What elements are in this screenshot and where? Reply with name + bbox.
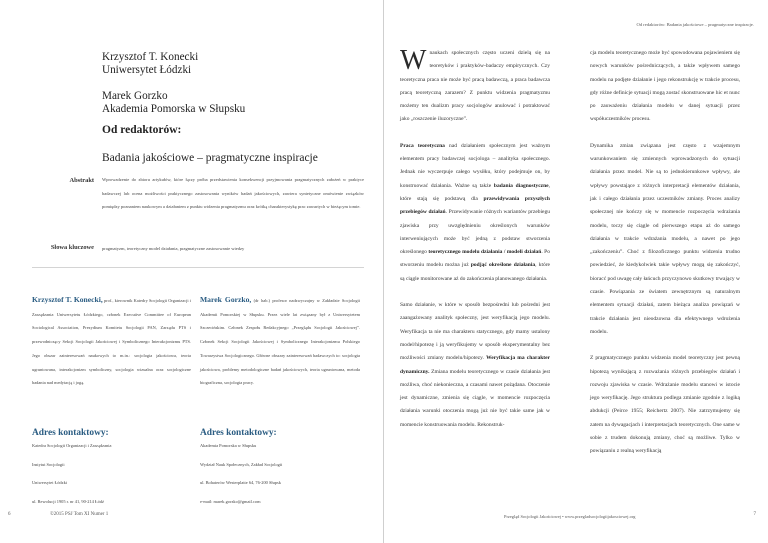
author-1 bbox=[102, 51, 198, 77]
contact-line: ul. Rewolucji 1905 r. nr 41, 90-214 Łódź bbox=[32, 498, 104, 504]
bio-konecki bbox=[32, 293, 191, 390]
contact-list-right bbox=[200, 437, 365, 511]
running-header: Od redaktorów: Badania jakościowe – pragmatyczne inspiracje. bbox=[636, 22, 754, 27]
page-number-right: 7 bbox=[753, 512, 756, 517]
journal-footer: Przegląd Socjologii Jakościowej • www.przegladsocjologiijakosciowej.org bbox=[504, 514, 636, 519]
drop-cap: W bbox=[400, 45, 427, 76]
paragraph-text: , które są ciągle monitorowane aż do zakończenia planowanego działania. bbox=[400, 262, 550, 282]
emphasis: badania diagnostyczne bbox=[493, 182, 549, 189]
abstract-label: Abstrakt bbox=[69, 177, 94, 184]
paragraph: cja modelu teoretycznego może być spowodowana pojawieniem się nowych warunków pośredniczących, a także wpływem samego modelu na podjęte działanie i jego rekonstrukcję w trakcie procesu, gdy różne definicje sytuacji mogą zostać skonstruowane hic et nunc po zauważeniu działania modelu w danej sytuacji przez współuczestników procesu. bbox=[590, 50, 740, 123]
contact-line: Akademia Pomorska w Słupsku bbox=[200, 443, 257, 448]
author-1-affiliation: Uniwersytet Łódzki bbox=[102, 64, 192, 76]
bio-gorzko bbox=[200, 293, 360, 390]
contact-line: Uniwersytet Łódzki bbox=[32, 480, 67, 485]
contact-heading-left: Adres kontaktowy: bbox=[32, 428, 109, 438]
contact-list-left bbox=[32, 437, 192, 511]
author-2-affiliation: Akademia Pomorska w Słupsku bbox=[102, 103, 246, 115]
divider bbox=[32, 267, 364, 268]
bio-konecki-name: Krzysztof T. Konecki, bbox=[32, 295, 103, 304]
contact-line: e-mail: marek.gorzko@gmail.com bbox=[200, 498, 261, 504]
author-1-name: Krzysztof T. Konecki bbox=[102, 51, 199, 63]
contact-line: Wydział Nauk Społecznych, Zakład Socjologii bbox=[200, 461, 283, 467]
paragraph-text: Samo działanie, w które w sposób bezpośredni lub pośredni jest zaangażowany analityk społeczny, jest weryfikacją jego modelu. Weryfikacja ta nie ma charakteru statycznego, gdy mamy ustalony model/hipotezę i ją weryfikujemy w sposób eksperymentalny bez możliwości zmiany modelu/hipotezy. bbox=[400, 302, 550, 362]
bio-konecki-text: prof., kierownik Katedry Socjologii Organizacji i Zarządzania Uniwersytetu Łódzkiego, członek Executive Committee of European Sociological Association, Prezydium Komitetu Socjologii PAN, Zarządu PTS i przewodniczący Sekcji Socjologii Jakościowej i Symbolicznego Interakcjonizmu PTS. Jego obszar zainteresowań naukowych to m.in.: socjologia jakościowa, teoria ugruntowana, interakcjonizm symboliczny, socjologia wizualna oraz socjologiczne badania nad medytacją i jogą. bbox=[32, 298, 191, 386]
emphasis: Weryfikacja ma charakter dynamiczny. bbox=[400, 355, 550, 375]
text-column-1 bbox=[400, 47, 550, 432]
paragraph-text: naukach społecznych często uczeni dzielą się na teoretyków i praktyków-badaczy empirycznych. Czy teoretyczna praca nie może być pracą badawczą, a praca badawcza pracą teoretyczną zarazem? Z punktu widzenia pragmatyzmu możemy ten dualizm pracy socjologów anulować i potraktować jako „roszczenie iluzoryczne”. bbox=[400, 50, 550, 123]
emphasis: teoretycznego modelu działania / modeli działań bbox=[428, 249, 542, 256]
abstract-text: Wprowadzenie do zbioru artykułów, które łączy próba przedstawienia konsekwencji przyjmowania pragmatycznych założeń w praktyce badawczej lub ocena możliwości praktycznego zastosowania wyników badań jakościowych, zawiera syntetyczne omówienie związków pomiędzy poznaniem naukowym a działaniem z punktu widzenia pragmatyzmu oraz krótką charakterystykę prac zawartych w bieżącym tomie. bbox=[102, 177, 364, 209]
contact-heading-right: Adres kontaktowy: bbox=[200, 428, 277, 438]
paragraph-text: . Po stworzeniu modelu można już bbox=[400, 249, 550, 269]
bio-gorzko-name: Marek Gorzko, bbox=[200, 295, 252, 304]
paragraph: Z pragmatycznego punktu widzenia model teoretyczny jest pewną hipotezą wynikającą z rozważania różnych przebiegów działań i rozwoju zjawiska w czasie. Wdrażanie modelu stanowi w istocie jego weryfikację. Jego struktura podlega zmianie zgodnie z logiką abdukcji (Peirce 1955; Reichertz 2007). Nie zatrzymujemy się zatem na dywagacjach i interpretacjach teoretycznych. One same w sobie z trudem dokonują zmiany, choć są możliwe. Tylko w powiązaniu z realną weryfikacją bbox=[590, 355, 740, 455]
copyright: ©2015 PSJ Tom XI Numer 1 bbox=[50, 512, 109, 517]
paragraph-text: nad działaniem społecznym jest ważnym elementem pracy badawczej socjologa – analityka społecznego. Jednak nie wyczerpuje całego wysiłku, który podejmuje on, by konstruować działania. Ważne są także bbox=[400, 142, 550, 189]
keywords-text: pragmatyzm, teoretyczny model działania, pragmatyczne zastosowanie wiedzy bbox=[102, 246, 245, 251]
paragraph bbox=[400, 140, 550, 286]
text-column-2 bbox=[590, 47, 740, 459]
bio-gorzko-text: (dr hab.) profesor nadzwyczajny w Zakładzie Socjologii Akademii Pomorskiej w Słupsku. Przez wiele lat związany był z Uniwersytetem Szczecińskim. Członek Zespołu Redakcyjnego „Przeglądu Socjologii Jakościowej”. Członek Sekcji Socjologii Jakościowej i Symbolicznego Interakcjonizmu Polskiego Towarzystwa Socjologicznego. Główne obszary zainteresowań badawczych to: socjologia jakościowa, problemy metodologiczne badań jakościowych, teoria ugruntowana, metoda biograficzna, socjologia pracy. bbox=[200, 298, 360, 386]
author-2-name: Marek Gorzko bbox=[102, 90, 168, 102]
emphasis: przewidywania przyszłych przebiegów działań bbox=[400, 195, 550, 216]
article-subtitle: Badania jakościowe – pragmatyczne inspiracje bbox=[102, 152, 318, 164]
paragraph-text: , które stają się podstawą dla bbox=[400, 182, 550, 202]
paragraph-text: Zmiana modelu teoretycznego w czasie działania jest możliwa, choć niekonieczna, a czasami nawet pożądana. Otoczenie jest dynamiczne, zmienia się ciągle, w momencie rozpoczęcia działania warunki otoczenia mogą już nie być takie same jak w momencie konstruowania modelu. Rekonstruk- bbox=[400, 368, 550, 428]
paragraph-text: . Przewidywanie różnych wariantów przebiegu zjawiska przy uwzględnieniu określonych warunków interweniujących może być jedną z podstaw stworzenia określonego bbox=[400, 209, 550, 256]
emphasis: Praca teoretyczna bbox=[400, 142, 445, 149]
paragraph: Dynamika zmian związana jest często z wzajemnym warunkowaniem się zmiennych wprowadzonych do sytuacji działania przez model. Nie są to jednokierunkowe wpływy, ale wpływy powstające z różnych interpretacji elementów działania, jak i całego działania przez uczestników zmiany. Proces analizy społecznej nie kończy się w momencie rozpoczęcia wdrażania modelu, toczy się ciągle od pierwszego etapu aż do samego działania w trakcie wdrażania modelu, a nawet po jego „zakończeniu”. Choć z filozoficznego punktu widzenia trudno powiedzieć, że kiedykolwiek takie wpływy mogą się zakończyć, bioracć pod uwagę cały łańcuch przyczynowo skutkowy trwający w czasie. Powiązania ze światem zewnętrznym są naturalnym elementem sytuacji działań, zatem bieżąca analiza powiązań w trakcie działania jest nieodzowna dla efektywnego wdrożenia modelu. bbox=[590, 142, 740, 335]
contact-line: Katedra Socjologii Organizacji i Zarządzania bbox=[32, 443, 112, 448]
contact-line: ul. Bohaterów Westerplatte 64, 76-200 Słupsk bbox=[200, 480, 281, 485]
page-number-left: 6 bbox=[8, 512, 11, 517]
paragraph bbox=[400, 47, 550, 127]
paragraph bbox=[400, 299, 550, 432]
contact-line: Instytut Socjologii bbox=[32, 461, 65, 467]
section-title: Od redaktorów: bbox=[102, 124, 182, 136]
right-page bbox=[384, 0, 768, 543]
keywords-label: Słowa kluczowe bbox=[50, 244, 94, 251]
author-2 bbox=[102, 90, 245, 116]
emphasis: podjąć określone działania bbox=[470, 262, 536, 269]
